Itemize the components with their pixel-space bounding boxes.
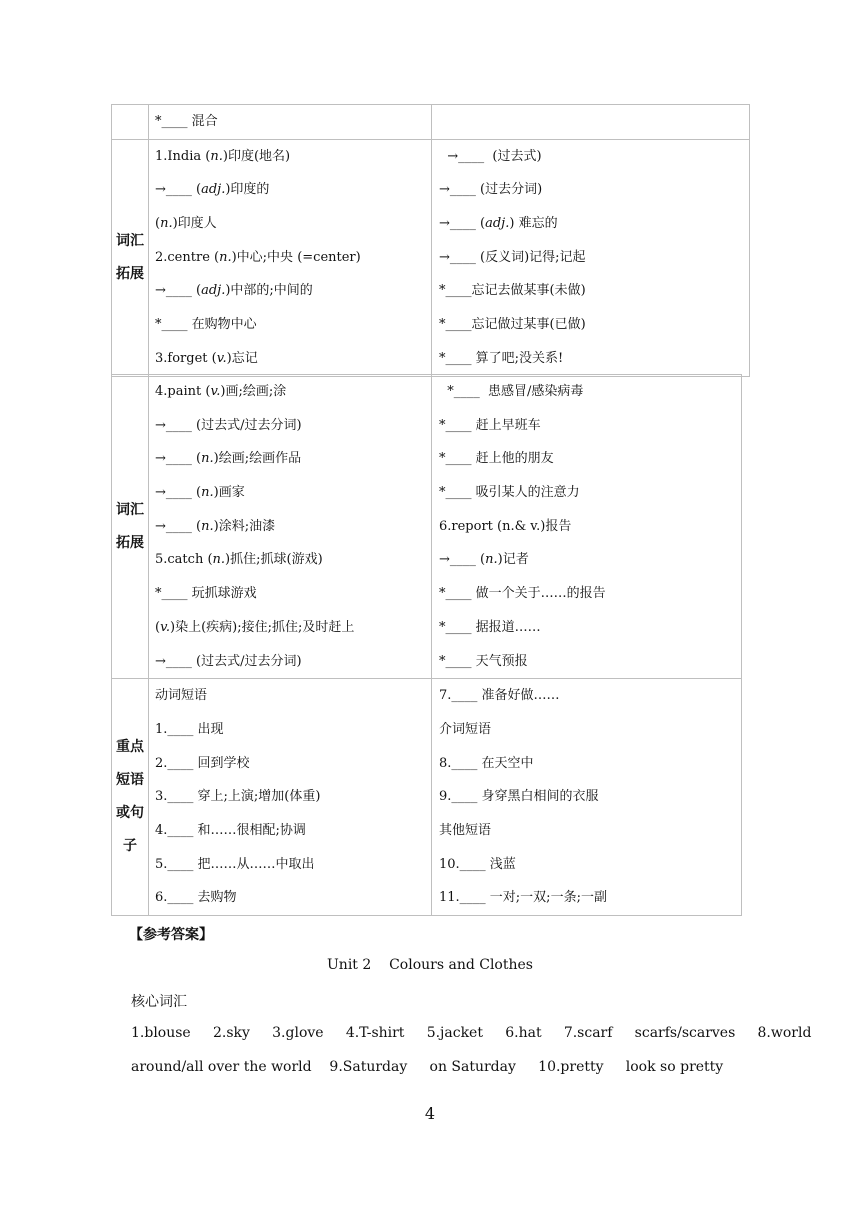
entry-line: →____ (n.)画家	[155, 485, 245, 501]
entry-line: →____ (n.)绘画;绘画作品	[155, 451, 302, 467]
entry-line: (v.)染上(疾病);接住;抓住;及时赶上	[155, 619, 355, 635]
entry-line: 介词短语	[439, 721, 492, 737]
entry-line: *____ 赶上早班车	[439, 417, 541, 433]
entry-line: 3.____ 穿上;上演;增加(体重)	[155, 789, 321, 805]
entry-line: 其他短语	[439, 822, 492, 838]
entry-line: *____ 据报道……	[439, 619, 541, 635]
entry-line: →____ (adj.) 难忘的	[439, 216, 558, 232]
side-label	[112, 139, 149, 376]
entry-line: 4.paint (v.)画;绘画;涂	[155, 384, 287, 399]
entry-line: 3.forget (v.)忘记	[155, 350, 258, 366]
left-cell	[149, 139, 432, 376]
entry-line: 5.____ 把……从……中取出	[155, 856, 315, 872]
answer-line: 1.blouse 2.sky 3.glove 4.T-shirt 5.jacket 6.hat 7.scarf scarfs/scarves 8.world	[131, 1025, 812, 1041]
side-label-empty	[112, 105, 149, 140]
side-label-line: 拓展	[116, 534, 144, 551]
page-number: 4	[424, 1104, 436, 1123]
entry-line: *____ 混合	[155, 114, 218, 129]
entry-line: *____ 在购物中心	[155, 317, 257, 333]
side-label-line: 词汇	[116, 501, 144, 518]
side-label-line: 或句	[116, 805, 144, 822]
right-cell	[432, 139, 750, 376]
side-label-line: 短语	[116, 772, 144, 789]
entry-line: 6.____ 去购物	[155, 890, 237, 906]
entry-line: *____忘记做过某事(已做)	[439, 317, 586, 333]
entry-line: *____ 天气预报	[439, 653, 528, 669]
right-cell	[432, 105, 750, 140]
entry-line: 10.____ 浅蓝	[439, 856, 516, 872]
side-label-line: 词汇	[116, 232, 144, 249]
entry-line: →____ (过去式/过去分词)	[155, 653, 302, 669]
entry-line: 2.centre (n.)中心;中央 (=center)	[155, 249, 361, 265]
answer-heading: 【参考答案】	[129, 927, 213, 943]
vocab-table-middle	[111, 374, 742, 916]
side-label	[112, 375, 149, 679]
entry-line: →____ (过去式/过去分词)	[155, 417, 302, 433]
entry-line: 11.____ 一对;一双;一条;一副	[439, 890, 607, 906]
entry-line: 9.____ 身穿黑白相间的衣服	[439, 789, 599, 805]
entry-line: →____ (过去分词)	[439, 182, 543, 198]
side-label	[112, 679, 149, 916]
entry-line: 4.____ 和……很相配;协调	[155, 822, 306, 838]
entry-line: *____ 赶上他的朋友	[439, 451, 554, 467]
vocab-table-top	[111, 104, 750, 377]
entry-line: *____ 吸引某人的注意力	[439, 485, 580, 501]
entry-line: →____ (n.)涂料;油漆	[155, 518, 276, 534]
entry-line: →____ (过去式)	[439, 148, 542, 164]
left-cell	[149, 375, 432, 679]
entry-line: 动词短语	[155, 688, 208, 704]
entry-line: *____ 算了吧;没关系!	[439, 350, 564, 366]
right-cell	[432, 679, 742, 916]
left-cell	[149, 105, 432, 140]
entry-line: 5.catch (n.)抓住;抓球(游戏)	[155, 552, 323, 568]
right-cell	[432, 375, 742, 679]
entry-line: *____忘记去做某事(未做)	[439, 283, 586, 299]
entry-line: (n.)印度人	[155, 216, 217, 232]
side-label-line: 拓展	[116, 265, 144, 282]
left-cell	[149, 679, 432, 916]
entry-line: 7.____ 准备好做……	[439, 688, 560, 704]
side-label-line: 子	[123, 838, 137, 855]
entry-line: 6.report (n.& v.)报告	[439, 518, 572, 534]
unit-title: Unit 2 Colours and Clothes	[327, 957, 533, 973]
answer-line: around/all over the world 9.Saturday on Saturday 10.pretty look so pretty	[131, 1059, 724, 1075]
section-label: 核心词汇	[131, 994, 187, 1010]
entry-line: →____ (n.)记者	[439, 552, 529, 568]
entry-line: →____ (adj.)印度的	[155, 182, 270, 198]
entry-line: 1.India (n.)印度(地名)	[155, 148, 291, 164]
entry-line: →____ (反义词)记得;记起	[439, 249, 586, 265]
side-label-line: 重点	[116, 739, 144, 756]
entry-line: 2.____ 回到学校	[155, 755, 250, 771]
entry-line: 8.____ 在天空中	[439, 755, 534, 771]
entry-line: *____ 患感冒/感染病毒	[439, 384, 584, 399]
entry-line: →____ (adj.)中部的;中间的	[155, 283, 313, 299]
entry-line: *____ 做一个关于……的报告	[439, 586, 606, 602]
entry-line: 1.____ 出现	[155, 721, 224, 737]
entry-line: *____ 玩抓球游戏	[155, 586, 257, 602]
entry-line	[439, 105, 749, 139]
